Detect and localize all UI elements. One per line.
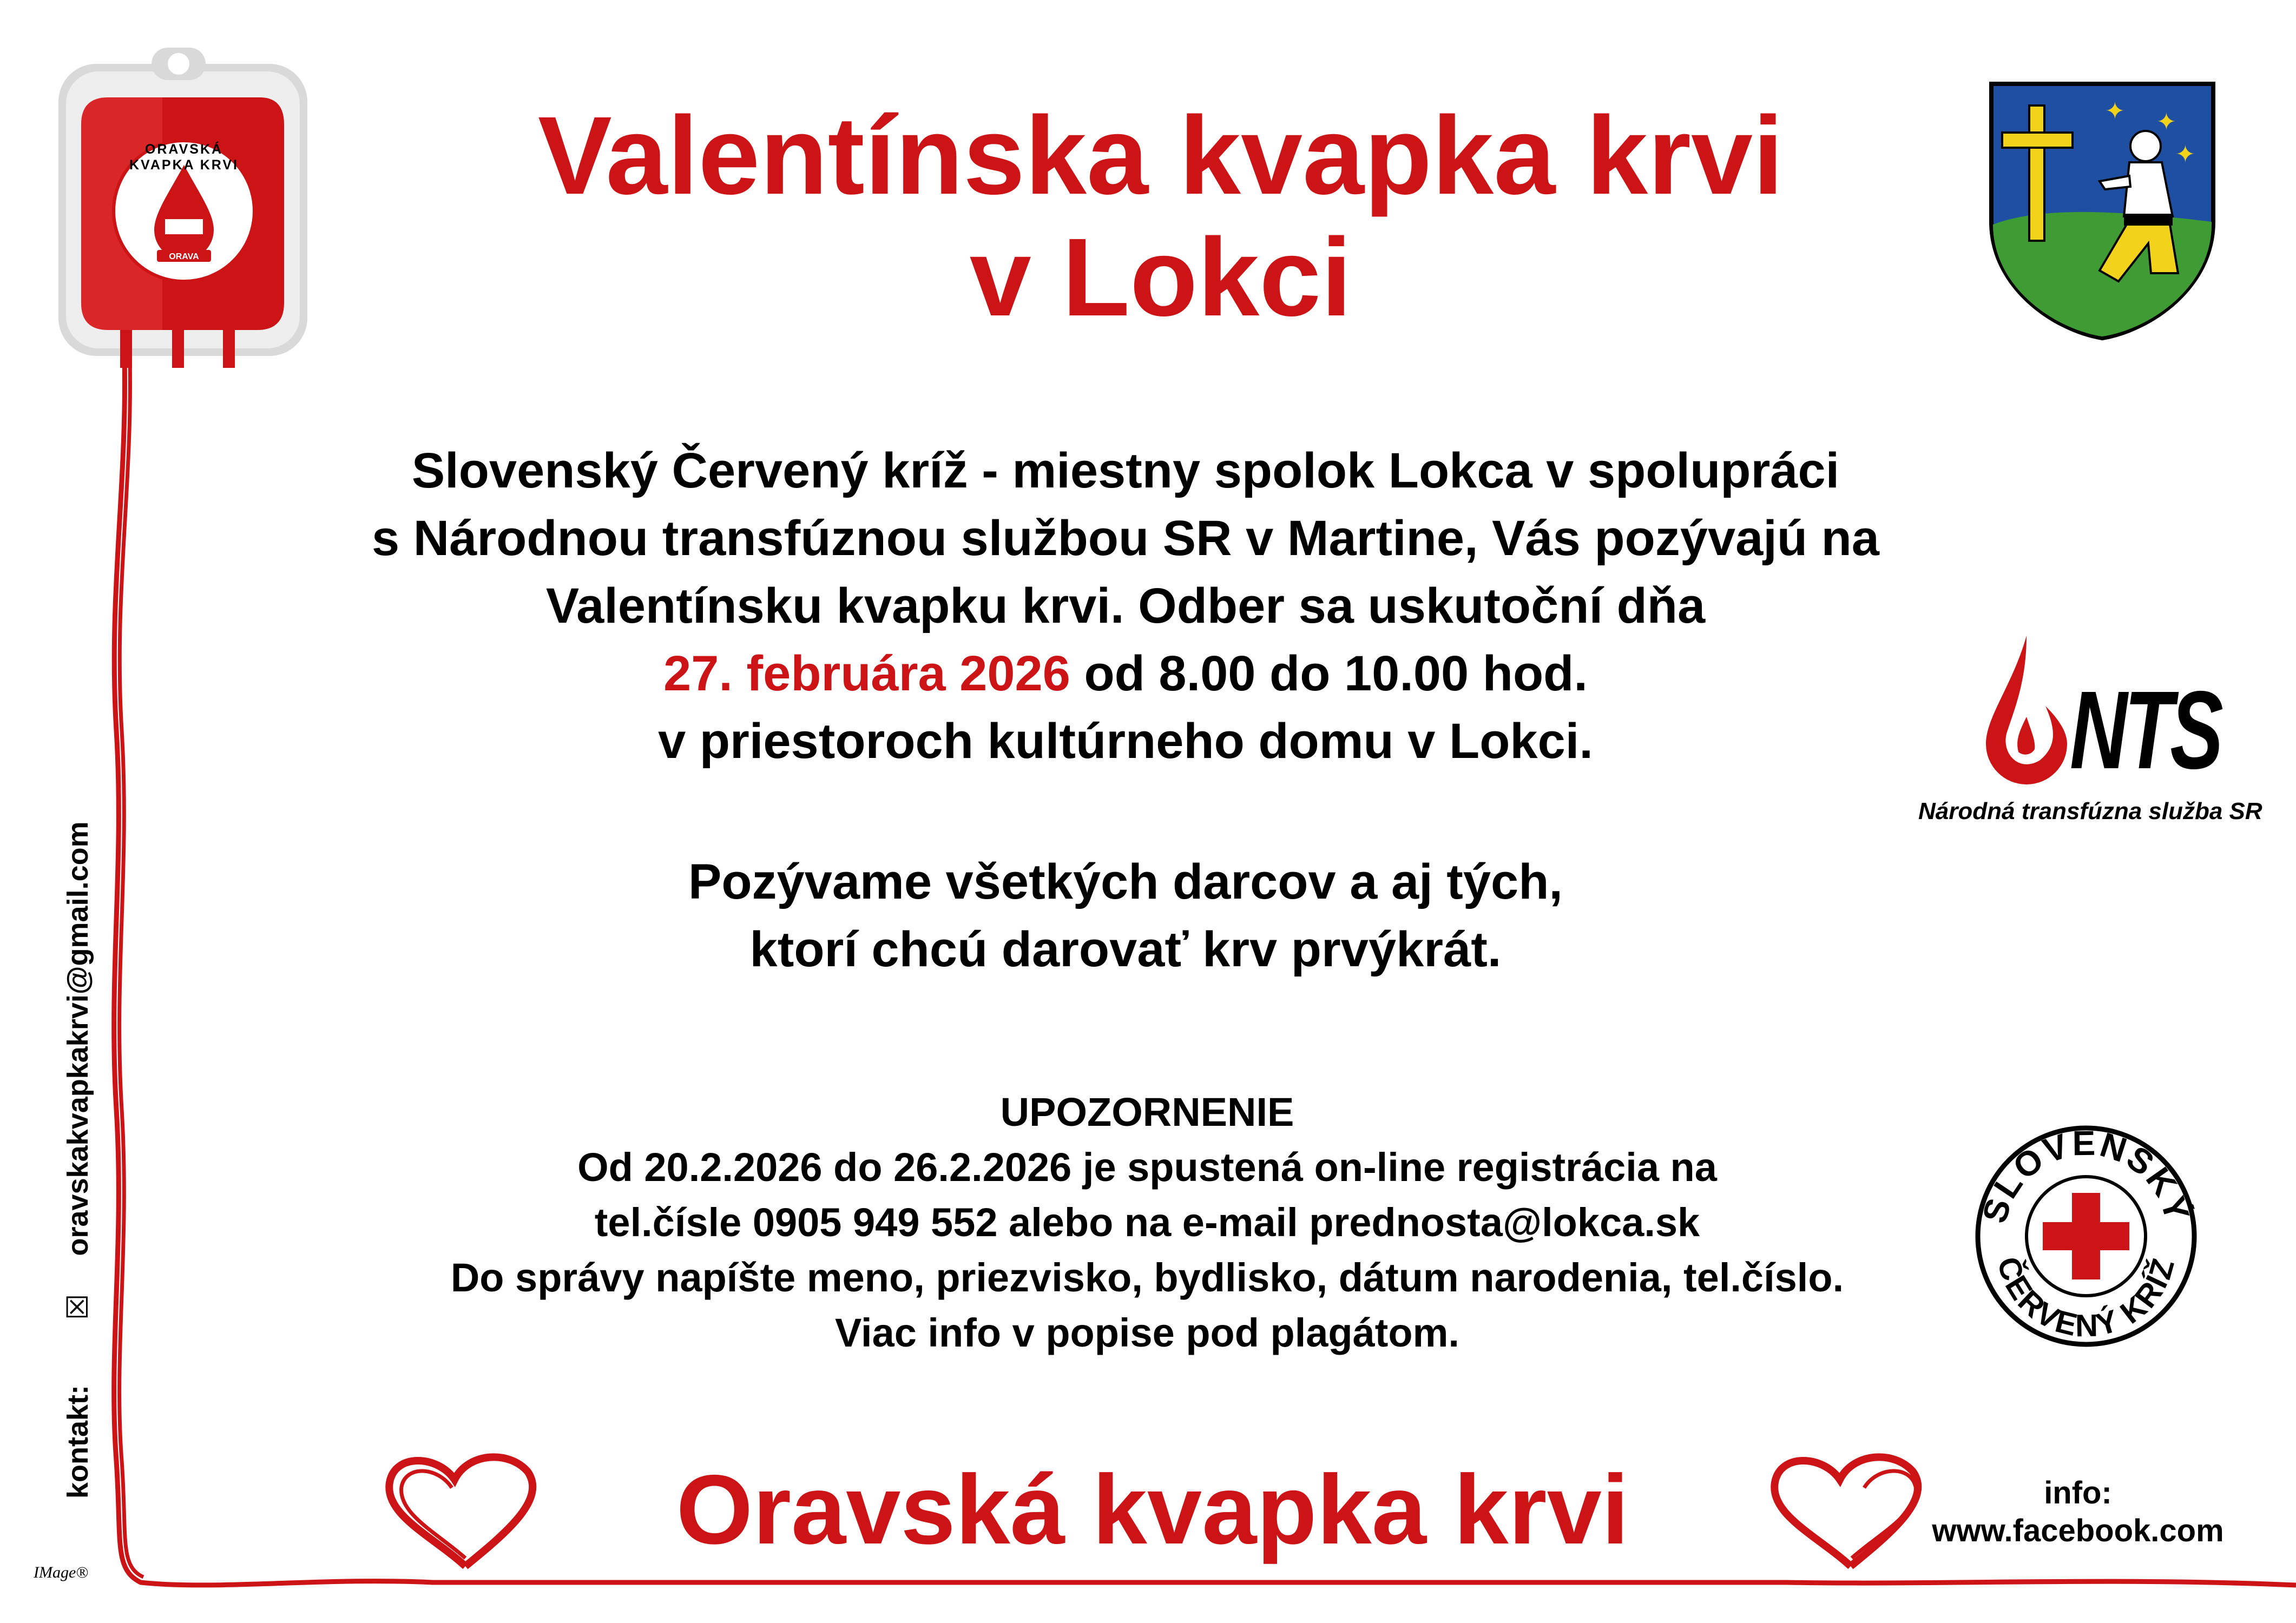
coat-of-arms-icon [1989,81,2216,341]
red-cross-text-top: SLOVENSKÝ [1975,1123,2198,1228]
image-mark: IMage® [34,1563,89,1581]
notice-line: Viac info v popise pod plagátom. [834,1310,1459,1355]
intro-date-line [70,640,2181,708]
title-line-2: v Lokci [969,215,1352,339]
contact-vertical [61,821,95,1499]
intro-line: s Národnou transfúznou službou SR v Martine, Vás pozývajú na [372,511,1879,566]
info-link[interactable]: www.facebook.com [1932,1513,2224,1548]
red-cross-logo [1972,1123,2200,1350]
contact-label: kontakt: [62,1384,94,1499]
blood-bag-logo-orava: ORAVA [169,252,199,261]
heart-left-icon [373,1450,557,1580]
nts-caption: Národná transfúzna služba SR [1918,798,2262,824]
blood-bag-logo-text: ORAVSKÁ KVAPKA KRVI [129,142,239,173]
svg-text:✦: ✦ [2105,97,2125,125]
contact-email[interactable]: oravskakvapkakrvi@gmail.com [62,821,94,1256]
invitation-line: ktorí chcú darovať krv prvýkrát. [749,922,1502,977]
intro-paragraph [70,437,2181,775]
event-time: od 8.00 do 10.00 hod. [1084,646,1588,701]
nts-logo-text: NTS [2070,668,2220,792]
footer-title: Oravská kvapka krvi [676,1454,1629,1565]
heart-right-icon [1759,1450,1943,1580]
notice-line: Do správy napíšte meno, priezvisko, bydlisko, dátum narodenia, tel.číslo. [450,1255,1844,1300]
event-date: 27. februára 2026 [663,646,1070,701]
invitation-line: Pozývame všetkých darcov a aj tých, [688,854,1563,909]
page-title [179,95,2143,338]
nts-drop-icon [1975,636,2073,787]
svg-text:✦: ✦ [2156,108,2176,136]
notice-line: Od 20.2.2026 do 26.2.2026 je spustená on-line registrácia na [577,1145,1717,1190]
notice-line: tel.čísle 0905 949 552 alebo na e-mail prednosta@lokca.sk [594,1200,1700,1245]
notice-heading: UPOZORNENIE [1000,1090,1294,1134]
invitation-paragraph [70,848,2181,984]
intro-line: Slovenský Červený kríž - miestny spolok Lokca v spolupráci [411,443,1840,498]
mail-icon: ☒ [61,1294,95,1320]
red-cross-text-bottom: ČERVENÝ KRÍŽ [1990,1252,2182,1344]
intro-line: v priestoroch kultúrneho domu v Lokci. [658,714,1593,769]
info-label: info: [2044,1475,2112,1510]
notice-block [70,1085,2224,1361]
svg-text:✦: ✦ [2175,141,2195,168]
intro-line: Valentínsku kvapku krvi. Odber sa uskutoční dňa [545,578,1706,634]
footer-info [1926,1474,2229,1550]
title-line-1: Valentínska kvapka krvi [537,94,1784,217]
